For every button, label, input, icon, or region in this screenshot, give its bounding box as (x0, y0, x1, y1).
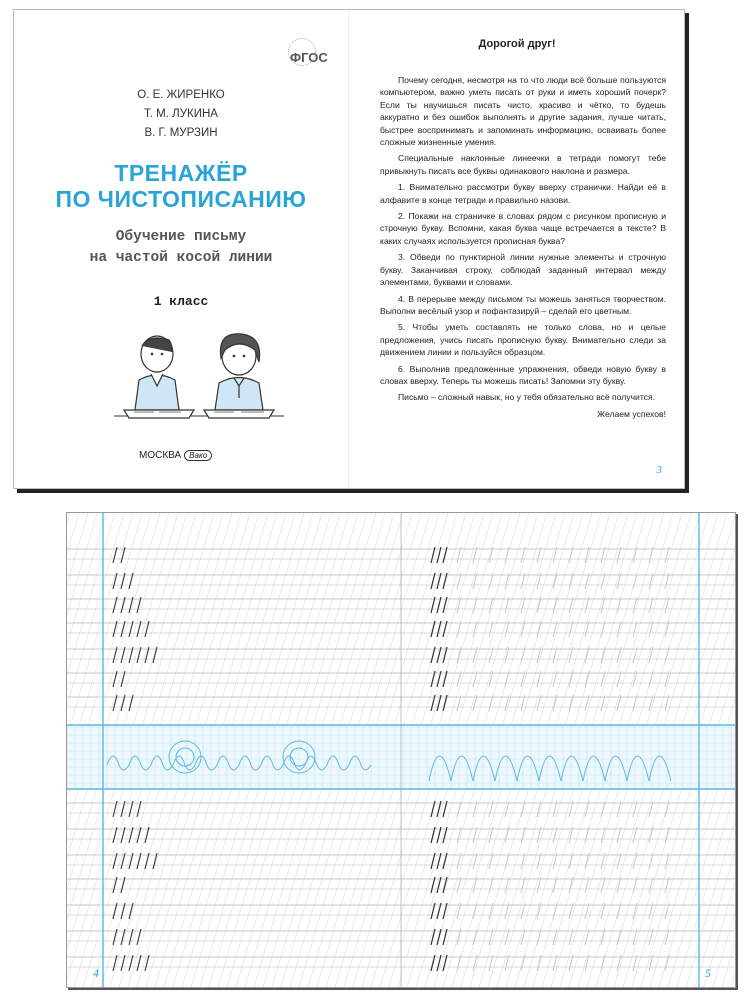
trace-stroke (649, 877, 653, 893)
trace-stroke (665, 801, 669, 817)
page-number-right: 5 (705, 966, 711, 980)
trace-stroke (473, 903, 477, 919)
writing-stroke-right (431, 647, 435, 663)
trace-stroke (489, 801, 493, 817)
writing-stroke-right (431, 877, 435, 893)
trace-stroke (553, 597, 557, 613)
trace-stroke (617, 671, 621, 687)
letter-paragraph: 2. Покажи на страничке в словах рядом с рисунком прописную и строчную букву. Вспомни, какая буква чаще встречается в тексте? В каких случаях используется прописная буква? (380, 211, 666, 246)
grade-label: 1 класс (153, 294, 209, 309)
trace-stroke (553, 877, 557, 893)
writing-stroke-left (137, 853, 141, 869)
vako-logo: Вако (184, 450, 212, 461)
writing-stroke-right (443, 547, 447, 563)
trace-stroke (633, 621, 637, 637)
book-subtitle-line: на частой косой линии (89, 250, 273, 266)
writing-stroke-left (153, 647, 157, 663)
trace-stroke (521, 647, 525, 663)
writing-stroke-left (113, 903, 117, 919)
trace-stroke (521, 827, 525, 843)
writing-stroke-left (129, 573, 133, 589)
trace-stroke (617, 695, 621, 711)
trace-stroke (649, 929, 653, 945)
writing-stroke-right (431, 827, 435, 843)
letter-closing: Желаем успехов! (597, 408, 666, 419)
trace-stroke (521, 903, 525, 919)
writing-stroke-left (113, 597, 117, 613)
trace-stroke (569, 827, 573, 843)
trace-stroke (585, 671, 589, 687)
trace-stroke (569, 671, 573, 687)
trace-stroke (665, 695, 669, 711)
writing-stroke-left (113, 801, 117, 817)
book-subtitle-line: Обучение письму (115, 229, 247, 245)
writing-stroke-right (437, 671, 441, 687)
copybook-ruling (67, 513, 735, 987)
writing-stroke-left (121, 547, 125, 563)
trace-stroke (473, 671, 477, 687)
writing-stroke-right (431, 695, 435, 711)
book-title-line: ПО ЧИСТОПИСАНИЮ (55, 186, 307, 212)
writing-stroke-right (437, 573, 441, 589)
trace-stroke (569, 547, 573, 563)
writing-stroke-right (431, 801, 435, 817)
trace-stroke (457, 621, 461, 637)
trace-stroke (457, 597, 461, 613)
trace-stroke (569, 929, 573, 945)
trace-stroke (665, 877, 669, 893)
trace-stroke (601, 597, 605, 613)
trace-stroke (553, 903, 557, 919)
letter-heading: Дорогой друг! (478, 38, 556, 50)
writing-stroke-right (437, 827, 441, 843)
trace-stroke (473, 801, 477, 817)
writing-stroke-right (443, 827, 447, 843)
book-title (14, 160, 348, 212)
writing-stroke-left (137, 801, 141, 817)
trace-stroke (537, 853, 541, 869)
trace-stroke (569, 853, 573, 869)
trace-stroke (473, 597, 477, 613)
trace-stroke (569, 955, 573, 971)
writing-stroke-left (137, 929, 141, 945)
trace-stroke (617, 801, 621, 817)
trace-stroke (489, 877, 493, 893)
trace-stroke (473, 695, 477, 711)
publisher-city: МОСКВА (139, 450, 182, 461)
trace-stroke (585, 621, 589, 637)
trace-stroke (617, 929, 621, 945)
writing-stroke-right (437, 801, 441, 817)
writing-stroke-left (137, 621, 141, 637)
trace-stroke (601, 877, 605, 893)
trace-stroke (617, 903, 621, 919)
trace-stroke (473, 853, 477, 869)
trace-stroke (473, 827, 477, 843)
trace-stroke (649, 547, 653, 563)
writing-stroke-left (129, 801, 133, 817)
trace-stroke (537, 547, 541, 563)
trace-stroke (505, 853, 509, 869)
writing-stroke-left (129, 695, 133, 711)
trace-stroke (569, 573, 573, 589)
book-subtitle (14, 227, 348, 269)
letter-paragraph: 4. В перерыве между письмом ты можешь заняться творчеством. Выполни весёлый узор и пофантазируй – сделай его цветным. (380, 293, 666, 316)
trace-stroke (665, 955, 669, 971)
trace-stroke (537, 929, 541, 945)
publisher-imprint (139, 450, 212, 461)
trace-stroke (665, 929, 669, 945)
trace-stroke (489, 955, 493, 971)
trace-stroke (553, 827, 557, 843)
writing-stroke-left (129, 647, 133, 663)
trace-stroke (633, 647, 637, 663)
author-name: Т. М. ЛУКИНА (144, 108, 218, 120)
trace-stroke (521, 955, 525, 971)
authors-list (14, 86, 348, 143)
writing-stroke-left (145, 853, 149, 869)
trace-stroke (585, 903, 589, 919)
copybook-spread-pages-4-5 (66, 512, 736, 988)
trace-stroke (473, 573, 477, 589)
fgos-logo-text: ФГОС (290, 50, 328, 65)
trace-stroke (585, 597, 589, 613)
writing-stroke-left (113, 853, 117, 869)
writing-stroke-left (121, 597, 125, 613)
trace-stroke (649, 801, 653, 817)
writing-stroke-right (431, 547, 435, 563)
trace-stroke (457, 877, 461, 893)
trace-stroke (633, 801, 637, 817)
trace-stroke (489, 573, 493, 589)
trace-stroke (665, 903, 669, 919)
writing-stroke-left (137, 827, 141, 843)
book-title-line: ТРЕНАЖЁР (114, 160, 248, 186)
trace-stroke (457, 573, 461, 589)
writing-stroke-right (431, 573, 435, 589)
trace-stroke (505, 929, 509, 945)
trace-stroke (569, 903, 573, 919)
trace-stroke (617, 827, 621, 843)
writing-stroke-right (443, 573, 447, 589)
writing-stroke-right (437, 853, 441, 869)
trace-stroke (505, 671, 509, 687)
writing-stroke-left (113, 573, 117, 589)
trace-stroke (521, 929, 525, 945)
trace-stroke (537, 647, 541, 663)
trace-stroke (617, 573, 621, 589)
trace-stroke (665, 827, 669, 843)
trace-stroke (553, 801, 557, 817)
letter-paragraph: Почему сегодня, несмотря на то что люди всё больше пользуются компьютером, важно уметь писать от руки и иметь хороший почерк? Если ты научишься писать чисто, красиво и чётко, то будешь аккуратно и без ошибок выполнять и другие задания, лучше читать, быстрее воспринимать и запоминать информацию, осваивать более сложные жизненные умения. (380, 75, 666, 148)
writing-stroke-left (121, 903, 125, 919)
trace-stroke (505, 877, 509, 893)
trace-stroke (617, 853, 621, 869)
writing-stroke-left (137, 955, 141, 971)
trace-stroke (569, 621, 573, 637)
writing-stroke-right (437, 695, 441, 711)
writing-stroke-left (129, 955, 133, 971)
trace-stroke (649, 671, 653, 687)
trace-stroke (633, 955, 637, 971)
writing-stroke-left (121, 827, 125, 843)
writing-stroke-right (437, 597, 441, 613)
trace-stroke (601, 801, 605, 817)
trace-stroke (521, 801, 525, 817)
writing-stroke-left (113, 955, 117, 971)
trace-stroke (649, 853, 653, 869)
writing-stroke-right (443, 695, 447, 711)
trace-stroke (489, 647, 493, 663)
trace-stroke (585, 647, 589, 663)
trace-stroke (601, 547, 605, 563)
trace-stroke (521, 877, 525, 893)
trace-stroke (633, 695, 637, 711)
writing-stroke-right (443, 801, 447, 817)
trace-stroke (473, 929, 477, 945)
children-writing-illustration (109, 328, 289, 428)
writing-stroke-right (431, 903, 435, 919)
trace-stroke (633, 671, 637, 687)
trace-stroke (601, 621, 605, 637)
page-number-left: 4 (93, 966, 99, 980)
trace-stroke (601, 955, 605, 971)
trace-stroke (537, 671, 541, 687)
letter-paragraph: 6. Выполнив предложенные упражнения, обведи новую букву в словах вверху. Теперь ты можешь писать! Запомни эту букву. (380, 363, 666, 386)
writing-stroke-right (437, 955, 441, 971)
letter-paragraph: 3. Обведи по пунктирной линии нужные элементы и строчную букву. Заканчивая строку, соблюдай заданный интервал между элементами, буквами и словами. (380, 252, 666, 288)
trace-stroke (457, 955, 461, 971)
trace-stroke (489, 671, 493, 687)
writing-stroke-right (437, 929, 441, 945)
trace-stroke (617, 955, 621, 971)
trace-stroke (649, 597, 653, 613)
trace-stroke (665, 647, 669, 663)
trace-stroke (633, 877, 637, 893)
trace-stroke (457, 695, 461, 711)
trace-stroke (601, 903, 605, 919)
trace-stroke (457, 547, 461, 563)
writing-stroke-right (431, 955, 435, 971)
trace-stroke (569, 801, 573, 817)
trace-stroke (521, 695, 525, 711)
writing-stroke-left (113, 827, 117, 843)
author-name: В. Г. МУРЗИН (144, 127, 218, 139)
writing-stroke-right (431, 929, 435, 945)
writing-stroke-left (121, 801, 125, 817)
trace-stroke (553, 647, 557, 663)
trace-stroke (505, 903, 509, 919)
trace-stroke (553, 547, 557, 563)
letter-paragraph: 5. Чтобы уметь составлять не только слова, но и целые предложения, учись писать прописную букву. Внимательно следи за движением линии и пользуйся образцом. (380, 322, 666, 358)
trace-stroke (473, 955, 477, 971)
trace-stroke (569, 695, 573, 711)
trace-stroke (665, 853, 669, 869)
trace-stroke (601, 695, 605, 711)
trace-stroke (489, 621, 493, 637)
writing-stroke-left (121, 647, 125, 663)
trace-stroke (521, 573, 525, 589)
writing-stroke-left (121, 877, 125, 893)
trace-stroke (649, 903, 653, 919)
trace-stroke (521, 547, 525, 563)
letter-paragraph: 1. Внимательно рассмотри букву вверху странички. Найди её в алфавите в конце тетради и правильно назови. (380, 182, 666, 205)
letter-body (380, 74, 666, 424)
trace-stroke (505, 801, 509, 817)
trace-stroke (457, 903, 461, 919)
fgos-logo (282, 38, 328, 72)
letter-paragraph: Специальные наклонные линеечки в тетради помогут тебе привыкнуть писать все буквы одинакового наклона и размера. (380, 153, 666, 176)
trace-stroke (601, 573, 605, 589)
introduction-page (350, 10, 684, 488)
title-page (14, 10, 348, 488)
book-spread-pages-2-3 (13, 9, 685, 489)
trace-stroke (665, 547, 669, 563)
writing-stroke-right (443, 903, 447, 919)
letter-paragraph: Письмо – сложный навык, но у тебя обязательно всё получится. (398, 392, 656, 403)
writing-stroke-right (443, 621, 447, 637)
writing-stroke-right (443, 671, 447, 687)
writing-stroke-left (113, 929, 117, 945)
trace-stroke (489, 695, 493, 711)
writing-stroke-right (431, 853, 435, 869)
trace-stroke (617, 597, 621, 613)
writing-stroke-left (129, 621, 133, 637)
trace-stroke (505, 547, 509, 563)
trace-stroke (585, 827, 589, 843)
writing-stroke-right (443, 955, 447, 971)
author-name: О. Е. ЖИРЕНКО (137, 89, 225, 101)
trace-stroke (521, 853, 525, 869)
trace-stroke (505, 597, 509, 613)
writing-stroke-right (443, 929, 447, 945)
page-fold (348, 10, 349, 488)
writing-stroke-left (113, 695, 117, 711)
trace-stroke (633, 573, 637, 589)
trace-stroke (665, 573, 669, 589)
page-number: 3 (656, 464, 662, 476)
writing-stroke-right (437, 903, 441, 919)
writing-stroke-right (443, 853, 447, 869)
trace-stroke (457, 801, 461, 817)
trace-stroke (537, 621, 541, 637)
writing-stroke-left (113, 671, 117, 687)
